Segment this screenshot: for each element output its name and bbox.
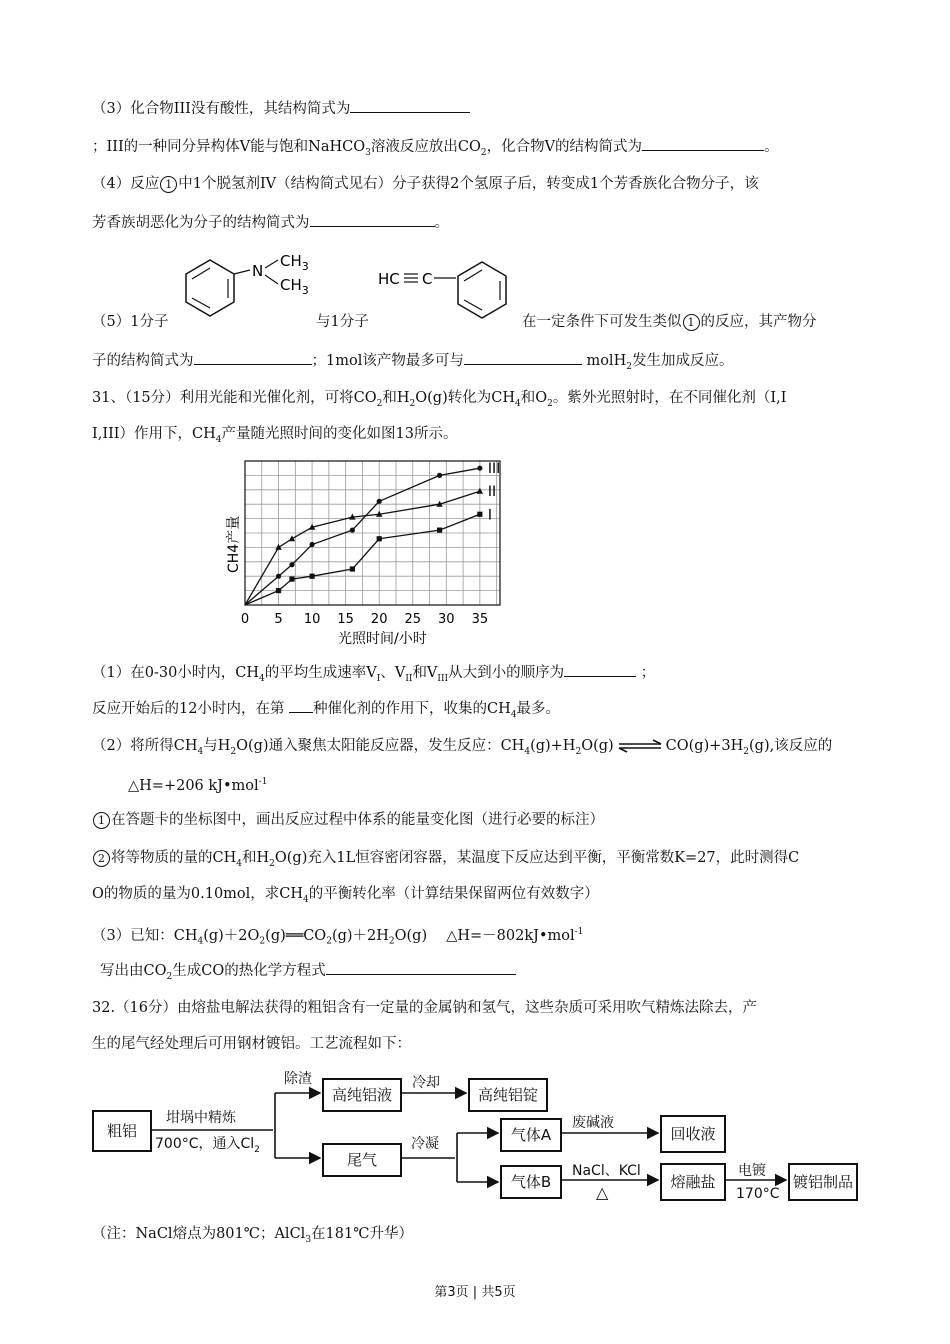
q30-part4-line1: （4）反应 1 中1个脱氢剂IV（结构简式见右）分子获得2个氢原子后，转变成1个芳香族化合物分子，该 xyxy=(92,176,759,192)
q30-part5-line1c: 在一定条件下可发生类似 1 的反应，其产物分 xyxy=(522,314,817,330)
hc-label: HC xyxy=(378,270,400,288)
pure-al-ingot-box: 高纯铝锭 xyxy=(468,1078,548,1112)
x-tick-label: 15 xyxy=(337,612,354,627)
q30-part4-line2: 芳香族胡恶化为分子的结构简式为 。 xyxy=(92,212,449,233)
q31-header-line2: I,III）作用下，$CH_4$产量随光照时间的变化如图13所示。 xyxy=(92,426,458,445)
refining-condition-label: 700°C，通入$Cl_2$ xyxy=(155,1136,260,1155)
q31-part1-line2: 反应开始后的12小时内，在第 种催化剂的作用下，收集的$CH_4$最多。 xyxy=(92,698,560,725)
q31-part2-sub1: 1 在答题卡的坐标图中，画出反应过程中体系的能量变化图（进行必要的标注） xyxy=(92,810,604,830)
q31-header-line1: 31、（15分）利用光能和光催化剂，可将$CO_2$和$H_2O(g)$转化为$CH_4$和$O_2$。紫外光照射时，在不同催化剂（I,I xyxy=(92,390,787,409)
cooling-label: 冷却 xyxy=(412,1075,440,1091)
recovered-liquid-box: 回收液 xyxy=(660,1115,726,1153)
crude-aluminum-box: 粗铝 xyxy=(92,1110,152,1152)
q32-header-line2: 生的尾气经处理后可用钢材镀铝。工艺流程如下： xyxy=(92,1036,411,1052)
x-tick-label: 0 xyxy=(240,612,250,627)
c-label: C xyxy=(422,270,433,288)
q32-header-line1: 32.（16分）由熔盐电解法获得的粗铝含有一定量的金属钠和氢气，这些杂质可采用吹气精炼法除去，产 xyxy=(92,1000,758,1016)
q30-part5-line1b: 与1分子 xyxy=(316,314,369,330)
gas-a-box: 气体A xyxy=(500,1118,562,1152)
tail-gas-box: 尾气 xyxy=(322,1143,402,1177)
q31-part1-line1: （1）在0-30小时内，$CH_4$的平均生成速率$V_I$、$V_{II}$和$V_{III}$从大到小的顺序为 ； xyxy=(92,662,655,689)
q30-part5-line1a: （5）1分子 xyxy=(92,314,169,330)
x-axis-label: 光照时间/小时 xyxy=(338,631,427,647)
q31-part3-line2: 写出由$CO_2$生成CO的热化学方程式 xyxy=(100,960,516,987)
pure-al-liquid-box: 高纯铝液 xyxy=(322,1078,402,1112)
q31-part3-line1: （3）已知：$CH_4(g)+2O_2(g)══CO_2(g)+2H_2O(g)$ △H=－802kJ•mol$^{-1}$ xyxy=(92,927,584,947)
q31-part2-enthalpy: △H=+206 kJ•mol$^{-1}$ xyxy=(128,777,268,794)
methyl-label-2: $CH_3$ xyxy=(280,276,309,297)
salts-label: NaCl、KCl xyxy=(572,1163,641,1179)
series-label-II: II xyxy=(487,484,497,501)
q31-part2-sub2-line2: O的物质的量为0.10mol，求$CH_4$的平衡转化率（计算结果保留两位有效数字） xyxy=(92,886,599,905)
circled-number-2: 2 xyxy=(93,850,110,867)
nitrogen-label: N xyxy=(252,262,264,280)
q31-part2-line1: （2）将所得$CH_4$与$H_2O(g)$通入聚焦太阳能反应器，发生反应：$CH_4(g)+H_2O(g)$ $CO(g)+3H_2(g)$,该反应的 xyxy=(92,738,833,757)
waste-alkali-label: 废碱液 xyxy=(572,1115,614,1131)
circled-number-1: 1 xyxy=(160,176,177,193)
al-plated-product-box: 镀铝制品 xyxy=(788,1163,858,1201)
condensing-label: 冷凝 xyxy=(411,1136,439,1152)
circled-number-1: 1 xyxy=(93,812,110,829)
x-tick-label: 35 xyxy=(471,612,489,627)
molten-salt-box: 熔融盐 xyxy=(660,1163,726,1201)
gas-b-box: 气体B xyxy=(500,1165,562,1199)
methyl-label-1: $CH_3$ xyxy=(280,252,309,273)
slag-removal-label: 除渣 xyxy=(284,1071,312,1087)
x-tick-label: 5 xyxy=(274,612,283,627)
electroplating-label: 电镀 xyxy=(738,1163,766,1179)
q30-part3-line2: ；III的一种同分异构体V能与饱和NaHCO$_3$溶液反应放出$CO_2$，化合物V的结构简式为 。 xyxy=(92,136,779,163)
x-tick-label: 20 xyxy=(370,612,388,627)
series-label-I: I xyxy=(487,507,493,524)
y-axis-label: CH4产量 xyxy=(226,515,242,573)
page-footer: 第3页 | 共5页 xyxy=(434,1285,516,1300)
circled-number-1: 1 xyxy=(683,314,700,331)
x-tick-label: 10 xyxy=(303,612,321,627)
q31-part2-sub2-line1: 2 将等物质的量的$CH_4$和$H_2O(g)$充入1L恒容密闭容器，某温度下反应达到平衡，平衡常数K=27，此时测得C xyxy=(92,848,799,874)
q30-part5-line2: 子的结构简式为 ；1mol该产物最多可与 molH$_2$发生加成反应。 xyxy=(92,350,733,377)
q30-part3-line1: （3）化合物III没有酸性，其结构简式为 xyxy=(92,98,470,119)
q32-note: （注：NaCl熔点为801℃；AlCl$_3$在181℃升华） xyxy=(92,1226,413,1245)
series-label-III: III xyxy=(487,461,501,478)
plating-temp-label: 170°C xyxy=(736,1186,780,1202)
x-tick-label: 30 xyxy=(438,612,455,627)
refining-label: 坩埚中精炼 xyxy=(166,1110,236,1126)
heat-triangle-icon: △ xyxy=(596,1183,609,1202)
x-tick-label: 25 xyxy=(404,612,422,627)
